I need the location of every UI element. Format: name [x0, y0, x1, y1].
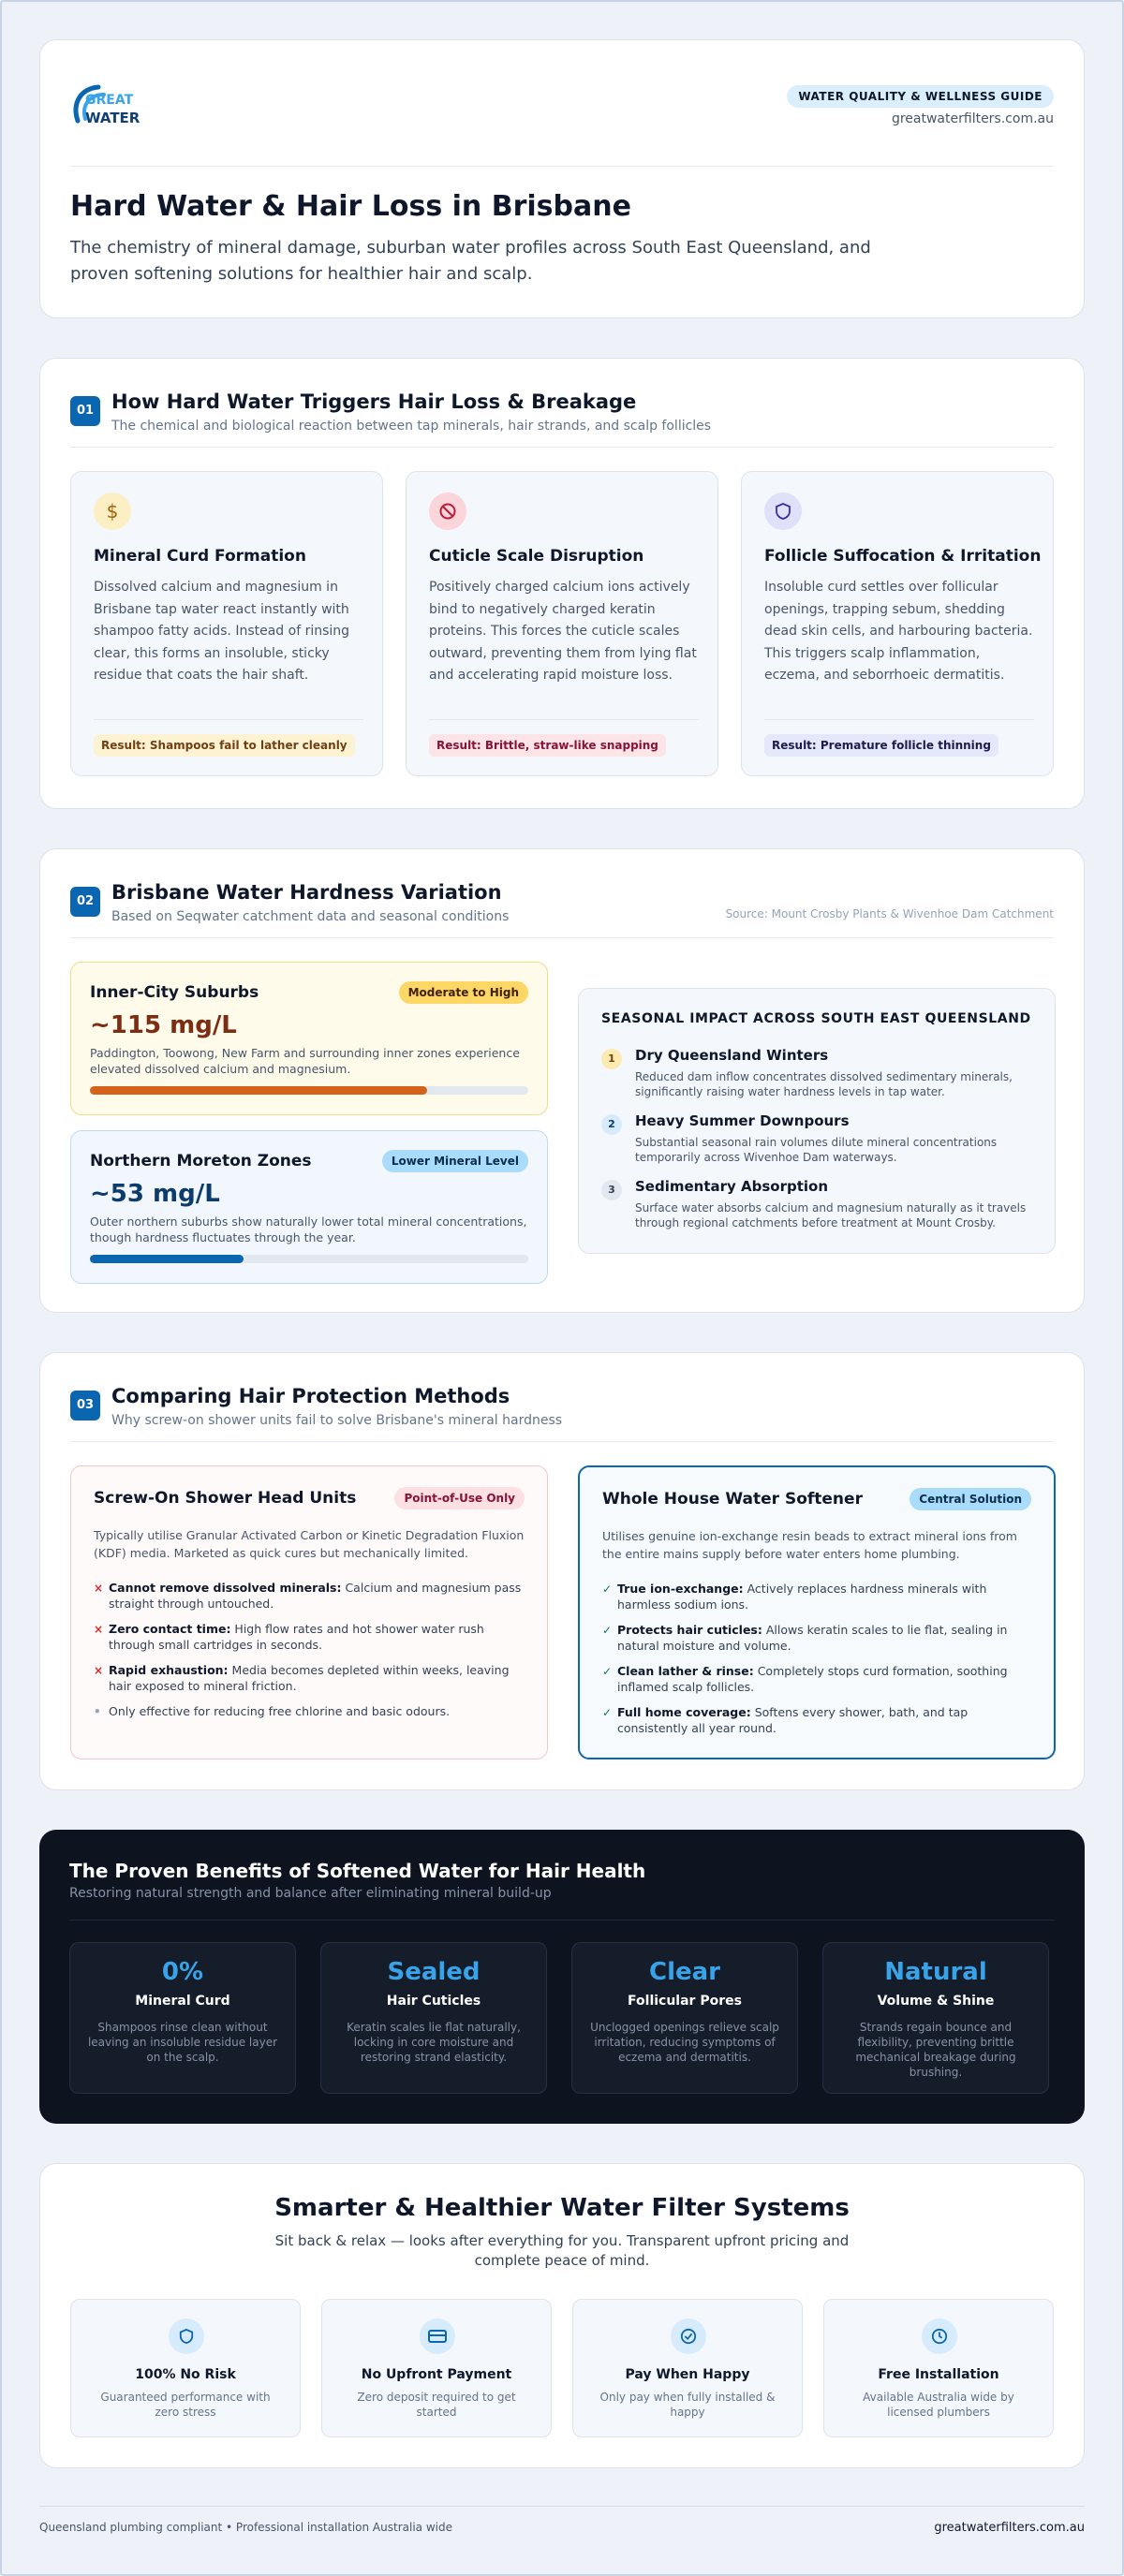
zone-hardness-value: ~53 mg/L	[90, 1180, 220, 1208]
zone-card-inner-city	[70, 962, 548, 1115]
zone-badge: Lower Mineral Level	[382, 1150, 528, 1172]
seasonal-impact-panel	[578, 988, 1056, 1254]
feature-title: Pay When Happy	[625, 2367, 750, 2382]
step-description: Surface water absorbs calcium and magnesium naturally as it travels through regional catchments before treatment at Mount Crosby.	[635, 1201, 1027, 1229]
card-description: Typically utilise Granular Activated Carbon or Kinetic Degradation Fluxion (KDF) media. Marketed as quick cures but mechanically limited.	[94, 1528, 525, 1560]
benefits-subtitle: Restoring natural strength and balance after eliminating mineral build-up	[69, 1886, 552, 1901]
shield-icon	[764, 493, 802, 530]
feature-title: No Upfront Payment	[361, 2367, 512, 2382]
divider	[70, 937, 1054, 938]
card-title: Screw-On Shower Head Units	[94, 1489, 357, 1508]
card-title: Cuticle Scale Disruption	[429, 547, 644, 566]
zone-title: Inner-City Suburbs	[90, 983, 259, 1002]
zone-badge: Moderate to High	[399, 981, 528, 1004]
card-title: Mineral Curd Formation	[94, 547, 306, 566]
section-hair-loss	[39, 358, 1085, 809]
benefit-stat	[69, 1942, 296, 2094]
divider	[429, 719, 699, 720]
zone-card-northern	[70, 1130, 548, 1284]
zone-hardness-value: ~115 mg/L	[90, 1011, 237, 1039]
benefit-stat	[320, 1942, 547, 2094]
step-title: Dry Queensland Winters	[635, 1047, 829, 1064]
item-text: Media becomes depleted within weeks, leaving hair exposed to mineral friction.	[109, 1663, 510, 1693]
card-title: Whole House Water Softener	[602, 1490, 863, 1509]
hardness-bar-fill	[90, 1255, 244, 1263]
step-description: Reduced dam inflow concentrates dissolved sedimentary minerals, significantly raising water hardness levels in tap water.	[635, 1070, 1013, 1098]
item-heading: Full home coverage:	[617, 1705, 751, 1719]
cross-icon: ×	[94, 1582, 104, 1595]
feature-card	[70, 2299, 301, 2437]
stat-description: Shampoos rinse clean without leaving an insoluble residue layer on the scalp.	[87, 2021, 278, 2064]
item-heading: Cannot remove dissolved minerals:	[109, 1581, 342, 1595]
section-subtitle: Why screw-on shower units fail to solve Brisbane's mineral hardness	[111, 1413, 563, 1428]
hardness-bar	[90, 1255, 528, 1263]
item-text: Completely stops curd formation, soothing inflamed scalp follicles.	[617, 1664, 1008, 1694]
guide-badge: WATER QUALITY & WELLNESS GUIDE	[787, 85, 1054, 108]
check-icon: ✓	[602, 1665, 613, 1678]
item-heading: Zero contact time:	[109, 1622, 231, 1636]
page-subtitle: The chemistry of mineral damage, suburban water profiles across South East Queensland, and proven softening solutions for healthier hair and scalp.	[70, 238, 871, 284]
check-icon: ✓	[602, 1582, 613, 1596]
card-badge: Point-of-Use Only	[394, 1487, 525, 1509]
section-number: 01	[70, 396, 100, 426]
result-tag: Result: Premature follicle thinning	[764, 734, 998, 757]
section-subtitle: Based on Seqwater catchment data and seasonal conditions	[111, 909, 510, 924]
card-badge: Central Solution	[910, 1488, 1031, 1510]
step-description: Substantial seasonal rain volumes dilute mineral concentrations temporarily across Wivenhoe Dam waterways.	[635, 1136, 998, 1164]
benefits-panel	[39, 1830, 1085, 2124]
shield-icon	[169, 2318, 204, 2354]
clock-icon	[922, 2318, 957, 2354]
benefits-title: The Proven Benefits of Softened Water for Hair Health	[69, 1860, 646, 1882]
footer-note: Queensland plumbing compliant • Professional installation Australia wide	[39, 2521, 452, 2534]
item-heading: Clean lather & rinse:	[617, 1664, 754, 1678]
card-description: Positively charged calcium ions actively bind to negatively charged keratin proteins. This forces the cuticle scales outward, preventing them from lying flat and accelerating rapid moisture loss.	[429, 580, 697, 683]
dollar-icon: $	[94, 493, 131, 530]
logo-text-water: WATER	[85, 110, 140, 126]
prohibited-icon	[429, 493, 466, 530]
benefit-stat	[822, 1942, 1049, 2094]
section-comparison	[39, 1352, 1085, 1790]
systems-title: Smarter & Healthier Water Filter Systems	[274, 2194, 850, 2222]
result-tag: Result: Brittle, straw-like snapping	[429, 734, 666, 757]
card-title: Follicle Suffocation & Irritation	[764, 547, 1042, 566]
stat-label: Volume & Shine	[877, 1994, 995, 2009]
stat-label: Mineral Curd	[135, 1994, 230, 2009]
divider	[764, 719, 1034, 720]
zone-description: Outer northern suburbs show naturally lower total mineral concentrations, though hardness fluctuates through the year.	[90, 1214, 527, 1244]
divider	[69, 1920, 1055, 1921]
cross-icon: ×	[94, 1623, 104, 1636]
systems-card	[39, 2163, 1085, 2468]
step-number: 1	[601, 1049, 622, 1069]
mechanism-card	[406, 471, 718, 776]
divider	[70, 166, 1054, 167]
item-text: Allows keratin scales to lie flat, sealing in natural moisture and volume.	[617, 1623, 1008, 1653]
divider	[94, 719, 363, 720]
section-number: 03	[70, 1391, 100, 1420]
zone-title: Northern Moreton Zones	[90, 1152, 312, 1170]
feature-card	[321, 2299, 552, 2437]
page-title: Hard Water & Hair Loss in Brisbane	[70, 190, 631, 223]
stat-label: Hair Cuticles	[386, 1994, 481, 2009]
card-description: Dissolved calcium and magnesium in Brisbane tap water react instantly with shampoo fatty acids. Instead of rinsing clear, this forms an insoluble, sticky residue that coats the hair shaft.	[94, 580, 350, 683]
check-icon: ✓	[602, 1706, 613, 1719]
stat-value: Clear	[649, 1958, 720, 1986]
logo-text-great: GREAT	[85, 93, 134, 108]
section-subtitle: The chemical and biological reaction between tap minerals, hair strands, and scalp follicles	[111, 419, 712, 434]
step-title: Heavy Summer Downpours	[635, 1112, 850, 1129]
mechanism-card	[70, 471, 383, 776]
feature-description: Zero deposit required to get started	[357, 2391, 516, 2419]
hardness-bar-fill	[90, 1086, 427, 1095]
divider	[70, 447, 1054, 448]
section-title: Brisbane Water Hardness Variation	[111, 881, 502, 904]
section-title: How Hard Water Triggers Hair Loss & Breakage	[111, 390, 637, 413]
stat-value: Natural	[884, 1958, 987, 1986]
result-tag: Result: Shampoos fail to lather cleanly	[94, 734, 355, 757]
benefit-stat	[571, 1942, 798, 2094]
stat-description: Keratin scales lie flat naturally, locking in core moisture and restoring strand elasticity.	[347, 2021, 521, 2064]
systems-subtitle: Sit back & relax — looks after everything for you. Transparent upfront pricing and complete peace of mind.	[274, 2232, 850, 2269]
item-text: Calcium and magnesium pass straight through untouched.	[109, 1581, 522, 1611]
section-title: Comparing Hair Protection Methods	[111, 1385, 510, 1407]
brand-logo[interactable]	[70, 81, 155, 134]
card-icon	[420, 2318, 455, 2354]
check-circle-icon	[671, 2318, 706, 2354]
item-heading: Rapid exhaustion:	[109, 1663, 229, 1677]
feature-card	[572, 2299, 803, 2437]
feature-description: Only pay when fully installed & happy	[599, 2391, 776, 2419]
step-number: 3	[601, 1180, 622, 1200]
check-icon: ✓	[602, 1624, 613, 1637]
water-softener-card	[578, 1465, 1056, 1759]
feature-title: Free Installation	[878, 2367, 999, 2382]
footer-divider	[39, 2506, 1085, 2507]
mechanism-card	[741, 471, 1054, 776]
item-heading: Protects hair cuticles:	[617, 1623, 762, 1637]
card-description: Insoluble curd settles over follicular openings, trapping sebum, shedding dead skin cells, and harbouring bacteria. This triggers scalp inflammation, eczema, and seborrhoeic dermatitis.	[764, 580, 1033, 683]
stat-description: Unclogged openings relieve scalp irritation, reducing symptoms of eczema and dermatitis.	[590, 2021, 779, 2064]
item-text: Only effective for reducing free chlorine and basic odours.	[109, 1704, 451, 1718]
item-text: Softens every shower, bath, and tap consistently all year round.	[617, 1705, 969, 1735]
feature-description: Available Australia wide by licensed plumbers	[863, 2391, 1014, 2419]
stat-value: 0%	[161, 1958, 204, 1986]
cross-icon: ×	[94, 1664, 104, 1677]
data-source: Source: Mount Crosby Plants & Wivenhoe Dam Catchment	[725, 907, 1054, 920]
item-heading: True ion-exchange:	[617, 1582, 744, 1596]
header-card	[39, 39, 1085, 318]
panel-title: SEASONAL IMPACT ACROSS SOUTH EAST QUEENSLAND	[601, 1011, 1031, 1026]
footer-site-link[interactable]: greatwaterfilters.com.au	[934, 2521, 1085, 2535]
item-text: High flow rates and hot shower water rush through small cartridges in seconds.	[109, 1622, 484, 1652]
divider	[70, 1441, 1054, 1442]
stat-value: Sealed	[387, 1958, 481, 1986]
step-title: Sedimentary Absorption	[635, 1178, 829, 1195]
hardness-bar	[90, 1086, 528, 1095]
item-text: Actively replaces hardness minerals with harmless sodium ions.	[617, 1582, 987, 1612]
feature-card	[823, 2299, 1054, 2437]
bullet-icon: •	[94, 1705, 101, 1718]
stat-description: Strands regain bounce and flexibility, preventing brittle mechanical breakage during brushing.	[855, 2021, 1016, 2079]
zone-description: Paddington, Toowong, New Farm and surrounding inner zones experience elevated dissolved calcium and magnesium.	[90, 1046, 520, 1076]
section-number: 02	[70, 887, 100, 917]
shower-head-card	[70, 1465, 548, 1759]
feature-description: Guaranteed performance with zero stress	[100, 2391, 271, 2419]
card-description: Utilises genuine ion-exchange resin beads to extract mineral ions from the entire mains supply before water enters home plumbing.	[602, 1529, 1017, 1561]
step-number: 2	[601, 1114, 622, 1135]
feature-title: 100% No Risk	[135, 2367, 236, 2382]
section-hardness	[39, 848, 1085, 1313]
stat-label: Follicular Pores	[628, 1994, 742, 2009]
site-url[interactable]: greatwaterfilters.com.au	[891, 111, 1054, 126]
